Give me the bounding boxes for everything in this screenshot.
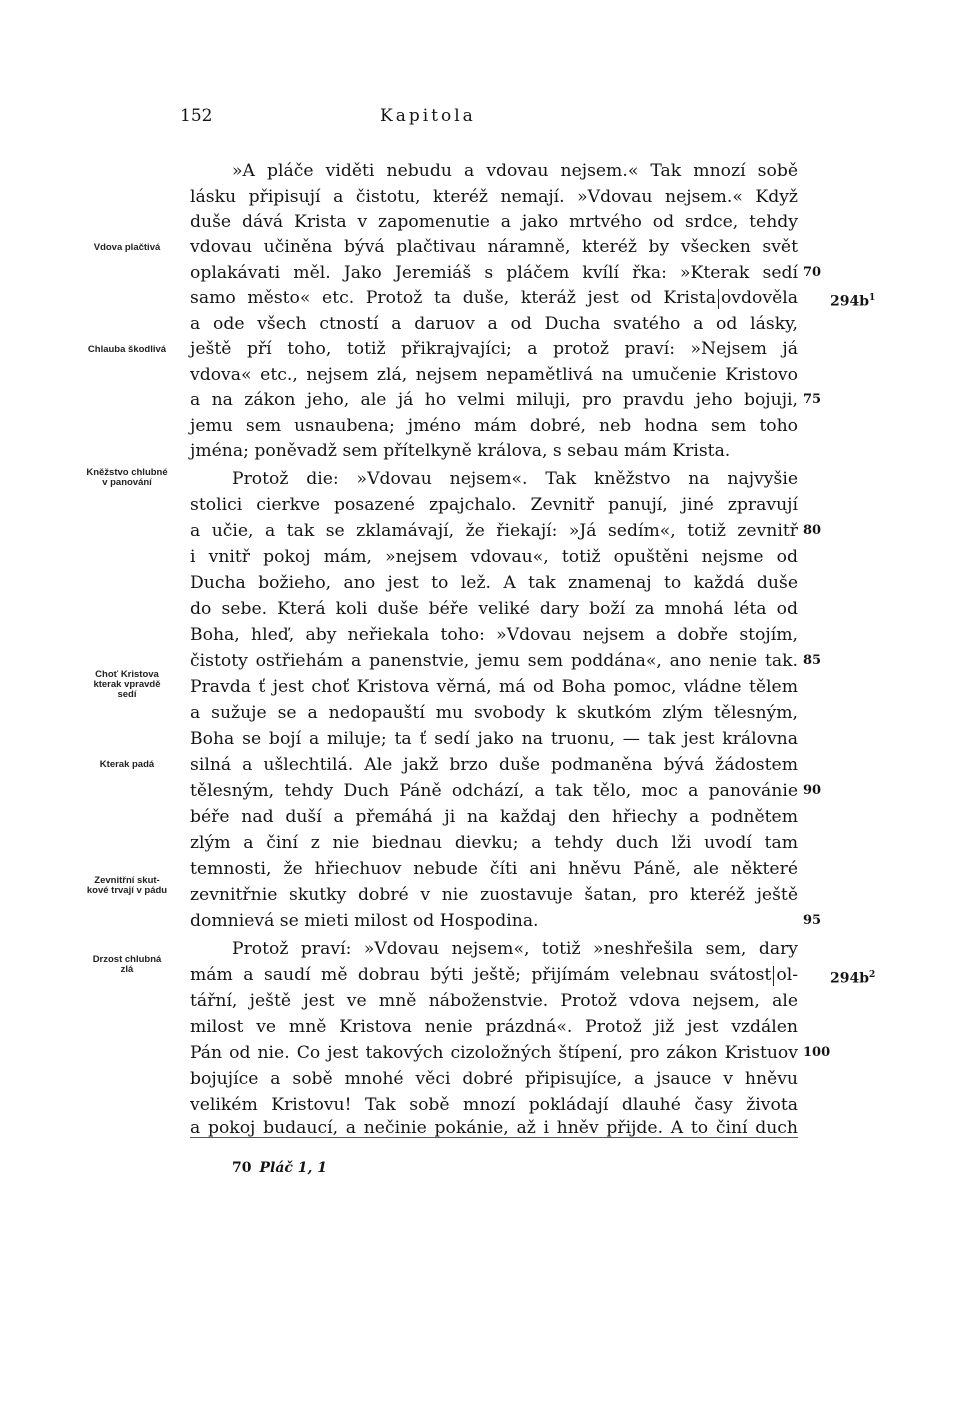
folio-marker [830,285,875,315]
text-line: domnievá se mieti milost od Hospodina. [190,911,539,931]
text-line [190,285,798,311]
text-line: oplakávati měl. Jako Jeremiáš s pláčem kvílí řka: »Kterak sedí [190,263,798,283]
line-number: 95 [803,913,822,928]
folio-break-marker [718,289,719,309]
text-line: vdovau učiněna bývá plačtivau náramně, kteréž by všecken svět [190,237,798,257]
margin-note-line: Kněžstvo chlubné [86,467,168,478]
margin-note-line: sedí [117,689,137,700]
text-fragment: mám a saudí mě dobrau býti ještě; přijímám velebnau svátost [190,965,772,985]
margin-note [72,955,182,975]
margin-note-line: zlá [120,964,134,975]
text-line: temnosti, že hřiechuov nebude číti ani hněvu Páně, ale některé [190,859,798,879]
text-line: ještě pří toho, totiž přikrajvajíci; a protož praví: »Nejsem já [190,339,798,359]
text-line: Boha, hleď, aby neřiekala toho: »Vdovau nejsem a dobře stojím, [190,625,798,645]
margin-note [72,760,182,770]
margin-note [72,670,182,700]
margin-note-line: v panování [102,477,152,488]
text-line: čistoty ostřiehám a panenstvie, jemu sem poddána«, ano nenie tak. [190,651,798,671]
text-line: velikém Kristovu! Tak sobě mnozí pokládají dlauhé časy života [190,1095,798,1115]
margin-note [72,876,182,896]
text-line: bojujíce a sobě mnohé věci dobré připisujíce, a jsauce v hněvu [190,1069,798,1089]
text-fragment: ol- [776,965,798,985]
folio-label: 294b [830,293,870,310]
text-line: a pokoj budaucí, a nečinie pokánie, až i hněv přijde. A to činí duch [190,1118,798,1138]
text-line: a na zákon jeho, ale já ho velmi miluji, pro pravdu jeho bojuji, [190,390,798,410]
margin-note-line: kové trvají v pádu [86,885,168,896]
text-line: milost ve mně Kristova nenie prázdná«. Protož již jest vzdálen [190,1017,798,1037]
margin-note [72,243,182,253]
text-line: lásku připisují a čistotu, kteréž nemají. »Vdovau nejsem.« Když [190,187,798,207]
text-line: a sužuje se a nedopauští mu svobody k skutkóm zlým tělesným, [190,703,798,723]
text-line: Ducha božieho, ano jest to lež. A tak znamenaj to každá duše [190,573,798,593]
text-line: zlým a činí z nie biednau dievku; a tehdy duch lži uvodí tam [190,833,798,853]
text-line: a ode všech ctností a daruov a od Ducha svatého a od lásky, [190,314,798,334]
margin-note-line: Vdova plačtivá [93,242,161,253]
line-number: 80 [803,523,822,538]
text-line: Boha se bojí a miluje; ta ť sedí jako na truonu, — tak jest královna [190,729,798,749]
footnote-number: 70 [232,1160,252,1176]
margin-note-line: Zevnitřní skut- [94,875,160,886]
running-head: Kapitola [380,106,476,126]
footnote [232,1160,327,1176]
text-line: a učie, a tak se zklamávají, že řiekají: »Já sedím«, totiž zevnitř [190,521,798,541]
line-number: 100 [803,1045,831,1060]
text-line: silná a ušlechtilá. Ale jakž brzo duše podmaněna bývá žádostem [190,755,798,775]
text-line: Pán od nie. Co jest takových cizoložných štípení, pro zákon Kristuov [190,1043,798,1063]
text-line: »A pláče viděti nebudu a vdovau nejsem.« Tak mnozí sobě [232,161,798,181]
text-line: duše dává Krista v zapomenutie a jako mrtvého od srdce, tehdy [190,212,798,232]
text-line: do sebe. Která koli duše béře veliké dary boží za mnohá léta od [190,599,798,619]
folio-marker [830,962,875,992]
text-fragment: samo město« etc. Protož ta duše, kteráž jest od Krista [190,288,716,308]
margin-note-line: Drzost chlubná [92,954,162,965]
line-number: 70 [803,265,822,280]
text-line: vdova« etc., nejsem zlá, nejsem nepamětlivá na umučenie Kristovo [190,365,798,385]
margin-note-line: kterak vpravdě [93,679,161,690]
margin-note [72,468,182,488]
line-number: 75 [803,392,822,407]
text-line: jemu sem usnaubena; jméno mám dobré, neb hodna sem toho [190,416,798,436]
folio-label: 294b [830,970,870,987]
margin-note-line: Kterak padá [99,759,155,770]
folio-sup: 2 [869,970,876,980]
margin-note-line: Choť Kristova [95,669,159,680]
text-line: tářní, ještě jest ve mně náboženstvie. Protož vdova nejsem, ale [190,991,798,1011]
footnote-rule [190,1137,798,1138]
folio-break-marker [773,966,774,986]
folio-sup: 1 [869,293,876,303]
text-line: zevnitřnie skutky dobré v nie zuostavuje šatan, pro kteréž ještě [190,885,798,905]
text-line: Pravda ť jest choť Kristova věrná, má od Boha pomoc, vládne tělem [190,677,798,697]
text-line: Protož praví: »Vdovau nejsem«, totiž »neshřešila sem, dary [232,939,798,959]
line-number: 90 [803,783,822,798]
text-line: jména; poněvadž sem přítelkyně králova, s sebau mám Krista. [190,441,731,461]
text-line: tělesným, tehdy Duch Páně odchází, a tak tělo, moc a panovánie [190,781,798,801]
margin-note-line: Chlauba škodlivá [87,344,167,355]
text-line [190,962,798,988]
text-line: i vnitř pokoj mám, »nejsem vdovau«, totiž opuštěni nejsme od [190,547,798,567]
margin-note [72,345,182,355]
text-line: stolici cierkve posazené zpajchalo. Zevnitř panují, jiné zpravují [190,495,798,515]
text-line: Protož die: »Vdovau nejsem«. Tak kněžstvo na najvyšie [232,469,798,489]
text-line: béře nad duší a přemáhá ji na každaj den hřiechy a podnětem [190,807,798,827]
line-number: 85 [803,653,822,668]
footnote-reference: Pláč 1, 1 [259,1160,328,1176]
text-fragment: ovdověla [720,288,798,308]
page-number: 152 [180,106,213,126]
